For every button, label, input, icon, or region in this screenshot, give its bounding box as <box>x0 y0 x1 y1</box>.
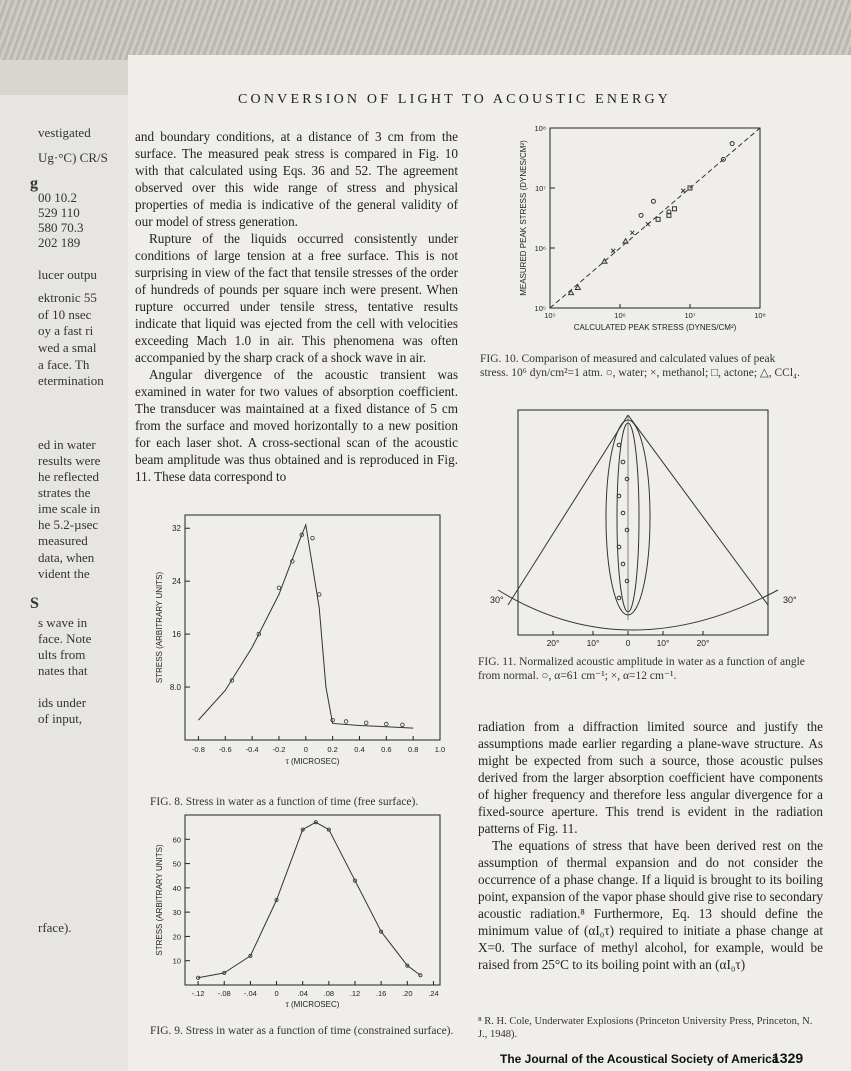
figure-11-chart <box>478 405 823 655</box>
x-tick-label: 10° <box>656 638 670 648</box>
y-tick-label: 24 <box>172 577 181 587</box>
y-tick-label: 40 <box>172 883 181 893</box>
adjacent-page-fragment: rface). <box>38 920 72 935</box>
adjacent-page-fragment: wed a smal <box>38 340 97 355</box>
plot-frame <box>185 815 440 985</box>
data-point <box>611 249 615 253</box>
adjacent-page-fragment: he reflected <box>38 469 99 484</box>
figure-9-chart <box>150 810 450 1020</box>
adjacent-page-fragment: etermination <box>38 373 104 388</box>
x-tick-label: -0.8 <box>191 745 205 754</box>
x-tick-label: .24 <box>428 989 439 998</box>
data-point <box>277 586 281 590</box>
x-tick-label: -.04 <box>243 989 257 998</box>
adjacent-page-fragment: a face. Th <box>38 357 90 372</box>
text-column-left <box>135 128 458 485</box>
x-tick-label: 10⁸ <box>754 311 766 320</box>
plot-frame <box>185 515 440 740</box>
x-tick-label: 10⁷ <box>684 311 696 320</box>
adjacent-page-fragment: 529 110 <box>38 205 80 220</box>
figure-9-caption: FIG. 9. Stress in water as a function of time (constrained surface). <box>150 1025 454 1037</box>
figure-10-chart <box>510 120 775 340</box>
angle-label: 30° <box>490 595 504 605</box>
data-point <box>364 721 368 725</box>
y-tick-label: 16 <box>172 630 181 640</box>
adjacent-page-fragment: vestigated <box>38 125 91 140</box>
data-point <box>681 189 685 193</box>
y-axis-label: MEASURED PEAK STRESS (DYNES/CM²) <box>519 140 528 296</box>
adjacent-page-fragment: 202 189 <box>38 235 81 250</box>
x-tick-label: 0 <box>274 989 279 998</box>
x-axis-label: τ (MICROSEC) <box>285 757 340 766</box>
x-tick-label: .20 <box>402 989 413 998</box>
data-point <box>621 511 625 515</box>
figure-10-caption: FIG. 10. Comparison of measured and calculated values of peak stress. 10⁶ dyn/cm²=1 atm. ○, water; ×, methanol; □, actone; △, CCl₄. <box>480 353 800 379</box>
adjacent-page-fragment: ids under <box>38 695 87 710</box>
y-tick-label: 10⁵ <box>534 304 546 313</box>
y-tick-label: 10⁷ <box>534 184 546 193</box>
adjacent-page-fragment: ektronic 55 <box>38 290 97 305</box>
y-tick-label: 60 <box>172 835 181 845</box>
data-point <box>401 723 405 727</box>
x-tick-label: 0 <box>625 638 631 648</box>
figure-11-caption: FIG. 11. Normalized acoustic amplitude in water as a function of angle from normal. ○, α=61 cm⁻¹; ×, α=12 cm⁻¹. <box>478 656 805 682</box>
x-tick-label: -0.6 <box>218 745 232 754</box>
adjacent-page-fragment: vident the <box>38 566 90 581</box>
paragraph: radiation from a diffraction limited source and justify the assumptions made earlier regarding a plane-wave structure. As might be expected from such a source, those acoustic pulses derived from the larger absorption coefficient have components of higher frequency and therefore less angular divergence for a fixed-source aperture. This trend is evident in the radiation patterns of Fig. 11. <box>478 719 823 836</box>
adjacent-page-fragment: 580 70.3 <box>38 220 84 235</box>
cone-edge <box>628 415 768 605</box>
adjacent-page-fragment: ults from <box>38 647 86 662</box>
angle-label: 30° <box>783 595 797 605</box>
x-tick-label: .16 <box>375 989 387 998</box>
y-tick-label: 20 <box>172 932 181 942</box>
data-point <box>621 562 625 566</box>
x-tick-label: 20° <box>696 638 710 648</box>
x-tick-label: 0.2 <box>327 745 338 754</box>
x-tick-label: 0.8 <box>407 745 419 754</box>
x-tick-label: 0 <box>303 745 308 754</box>
series-line <box>198 525 413 728</box>
adjacent-page-fragment: results were <box>38 453 101 468</box>
paragraph: The equations of stress that have been derived rest on the assumption of thermal expansion and do not consider the occurrence of a phase change. If a liquid is brought to its boiling point, expansion of the vapor phase should give rise to secondary acoustic radiation.⁸ Furthermore, Eq. 13 should define the minimum value of (αI₀τ) required to initiate a phase change at X=0. The surface of methyl alcohol, for example, would be raised from 25°C to its boiling point with an (αI₀τ) <box>478 838 823 972</box>
x-tick-label: .04 <box>297 989 308 998</box>
page-number: 1329 <box>772 1050 804 1066</box>
x-tick-label: 10⁵ <box>544 311 556 320</box>
paragraph: Angular divergence of the acoustic transient was examined in water for two values of absorption coefficient. The transducer was maintained at a fixed distance of 5 cm from the surface and moved horizontally to a new position for each laser shot. A cross-sectional scan of the acoustic beam amplitude was thus obtained and is reproduced in Fig. 11. These data correspond to <box>135 367 458 484</box>
footnote: ⁸ R. H. Cole, Underwater Explosions (Princeton University Press, Princeton, N. J., 1948). <box>478 1016 813 1040</box>
x-tick-label: 10° <box>586 638 600 648</box>
data-point <box>385 722 389 726</box>
data-point <box>623 239 628 244</box>
x-tick-label: -.08 <box>217 989 231 998</box>
adjacent-page-fragment: of input, <box>38 711 83 726</box>
adjacent-page-fragment: g <box>30 175 38 192</box>
x-tick-label: -0.4 <box>245 745 259 754</box>
data-point <box>617 596 621 600</box>
data-point <box>639 213 643 217</box>
adjacent-page-fragment: data, when <box>38 550 95 565</box>
adjacent-page-fragment: he 5.2-µsec <box>38 517 99 532</box>
adjacent-page-fragment: lucer outpu <box>38 267 97 282</box>
adjacent-page-fragment: S <box>30 595 39 612</box>
data-point <box>317 593 321 597</box>
adjacent-page-fragment: strates the <box>38 485 91 500</box>
adjacent-page-strip <box>0 95 131 1071</box>
x-tick-label: 1.0 <box>434 745 446 754</box>
data-point <box>344 720 348 724</box>
figure-8-chart <box>150 510 450 785</box>
data-point <box>672 207 676 211</box>
y-axis-label: STRESS (ARBITRARY UNITS) <box>155 571 164 684</box>
y-tick-label: 30 <box>172 908 181 918</box>
adjacent-page-fragment: oy a fast ri <box>38 323 94 338</box>
data-point <box>651 199 655 203</box>
data-point <box>419 974 422 977</box>
x-tick-label: 20° <box>546 638 560 648</box>
adjacent-page-fragment: measured <box>38 533 88 548</box>
data-point <box>730 142 734 146</box>
scan-top-edge <box>0 0 851 60</box>
adjacent-page-fragment: ed in water <box>38 437 96 452</box>
journal-footer: The Journal of the Acoustical Society of America <box>500 1052 779 1066</box>
paragraph: Rupture of the liquids occurred consistently under conditions of large tension at a free surface. This is not surprising in view of the fact that tensile stresses of the order of hundreds of pounds per square inch were present. When rupture occurred under tensile stress, tentative results indicate that liquid was ejected from the cell with velocities exceeding Mach 1.0 in air. This phenomena was often accompanied by the sharp crack of a shock wave in air. <box>135 231 458 365</box>
running-header: CONVERSION OF LIGHT TO ACOUSTIC ENERGY <box>238 92 672 107</box>
data-point <box>311 536 315 540</box>
unity-line <box>550 128 760 308</box>
arc <box>498 590 778 630</box>
data-point <box>646 222 650 226</box>
adjacent-page-fragment: Ug·°C) CR/S <box>38 150 108 165</box>
data-point <box>630 231 634 235</box>
series-line <box>198 822 420 977</box>
y-tick-label: 10 <box>172 956 181 966</box>
x-tick-label: 0.4 <box>354 745 365 754</box>
y-tick-label: 32 <box>172 524 181 534</box>
paragraph: and boundary conditions, at a distance of 3 cm from the surface. The measured peak stress is compared in Fig. 10 with that calculated using Eqs. 36 and 52. The agreement observed over this wide range of stress and physical properties of media is indicative of the general validity of our model of stress generation. <box>135 129 458 229</box>
x-tick-label: .12 <box>349 989 361 998</box>
plot-frame <box>518 410 768 635</box>
adjacent-page-fragment: 00 10.2 <box>38 190 77 205</box>
y-tick-label: 50 <box>172 859 181 869</box>
x-tick-label: -.12 <box>191 989 205 998</box>
y-tick-label: 8.0 <box>169 683 181 693</box>
x-tick-label: 0.6 <box>381 745 392 754</box>
y-tick-label: 10⁸ <box>534 124 546 133</box>
x-tick-label: .08 <box>323 989 335 998</box>
adjacent-page-fragment: face. Note <box>38 631 92 646</box>
x-tick-label: 10⁶ <box>614 311 626 320</box>
figure-8-caption: FIG. 8. Stress in water as a function of time (free surface). <box>150 796 419 808</box>
y-axis-label: STRESS (ARBITRARY UNITS) <box>155 844 164 956</box>
data-point <box>617 443 621 447</box>
data-point <box>656 217 660 221</box>
adjacent-page-fragment: s wave in <box>38 615 88 630</box>
x-tick-label: -0.2 <box>272 745 286 754</box>
y-tick-label: 10⁶ <box>534 244 546 253</box>
adjacent-page-fragment: of 10 nsec <box>38 307 92 322</box>
x-axis-label: τ (MICROSEC) <box>285 1000 340 1009</box>
data-point <box>621 460 625 464</box>
adjacent-page-fragment: ime scale in <box>38 501 101 516</box>
adjacent-page-fragment: nates that <box>38 663 88 678</box>
x-axis-label: CALCULATED PEAK STRESS (DYNES/CM²) <box>573 323 737 332</box>
text-column-right <box>478 718 823 973</box>
